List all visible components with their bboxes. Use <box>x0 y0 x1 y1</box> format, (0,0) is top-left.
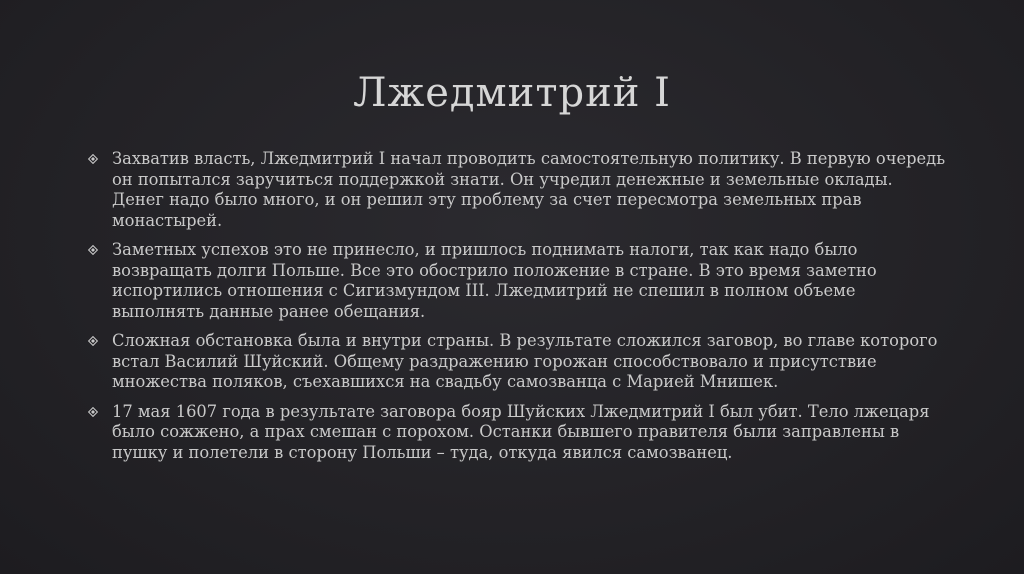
bullet-text: 17 мая 1607 года в результате заговора бояр Шуйских Лжедмитрий I был убит. Тело лжецаря было сожжено, а прах смешан с порохом. Останки бывшего правителя были заправлены в пушку и полетели в сторону Польши – туда, откуда явился самозванец. <box>112 401 930 462</box>
diamond-bullet-icon <box>88 154 98 164</box>
diamond-bullet-icon <box>88 245 98 255</box>
slide-title: Лжедмитрий I <box>353 70 671 116</box>
bullet-text: Заметных успехов это не принесло, и пришлось поднимать налоги, так как надо было возвращать долги Польше. Все это обострило положение в стране. В это время заметно испортились отношения с Сигизмундом III. Лжедмитрий не спешил в полном объеме выполнять данные ранее обещания. <box>112 240 877 321</box>
diamond-bullet-icon <box>88 336 98 346</box>
bullet-item <box>88 240 948 322</box>
diamond-bullet-icon <box>88 407 98 417</box>
bullet-text: Захватив власть, Лжедмитрий I начал проводить самостоятельную политику. В первую очередь он попытался заручиться поддержкой знати. Он учредил денежные и земельные оклады. Денег надо было много, и он решил эту проблему за счет пересмотра земельных прав монастырей. <box>112 149 946 230</box>
bullet-list <box>88 149 948 472</box>
bullet-item <box>88 331 948 393</box>
bullet-item <box>88 402 948 464</box>
bullet-text: Сложная обстановка была и внутри страны. В результате сложился заговор, во главе которого встал Василий Шуйский. Общему раздражению горожан способствовало и присутствие множества поляков, съехавшихся на свадьбу самозванца с Марией Мнишек. <box>112 331 938 391</box>
bullet-item <box>88 149 948 231</box>
